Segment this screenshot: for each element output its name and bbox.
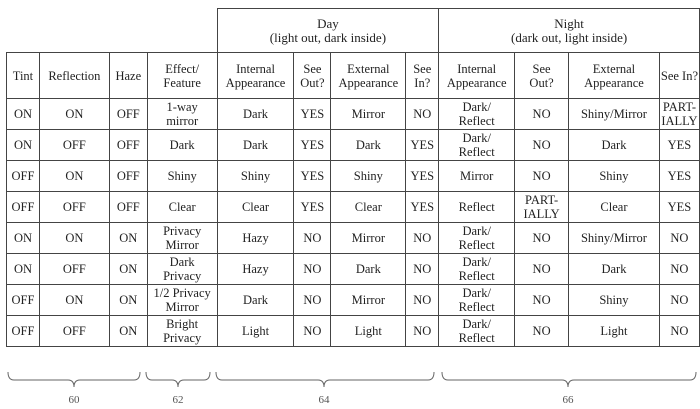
header-line: See [303,61,322,76]
cell-day-internal-appearance [217,99,294,130]
cell-text: NO [532,324,551,338]
header-line: See In? [660,68,699,83]
cell-text: YES [300,200,325,214]
cell-text: Clear [600,200,628,214]
cell-text: Clear [241,200,270,214]
cell-text: ON [65,169,84,183]
brace-62 [146,372,210,387]
cell-night-see-out [515,99,569,130]
cell-day-see-out [294,99,331,130]
header-line: Out? [300,75,325,90]
header-haze [109,53,147,99]
cell-text: NO [303,324,322,338]
cell-day-see-in [406,285,439,316]
cell-day-internal-appearance [217,130,294,161]
cell-text: ON [119,262,138,276]
cell-night-external-appearance [569,99,660,130]
cell-reflection [39,285,109,316]
night-group-header [439,9,700,53]
header-line: In? [414,75,431,90]
header-line: See [413,61,432,76]
cell-night-see-out [515,285,569,316]
cell-haze [109,223,147,254]
cell-text: Mirror [460,169,494,183]
cell-night-see-in [659,285,699,316]
cell-haze [109,192,147,223]
cell-day-external-appearance [331,285,406,316]
header-line: Internal [457,61,497,76]
cell-text: Dark [601,262,627,276]
cell-text: NO [532,293,551,307]
cell-day-see-in [406,192,439,223]
cell-tint [7,161,40,192]
cell-text: Reflect [458,114,495,128]
cell-text: Dark [601,138,627,152]
cell-day-see-in [406,254,439,285]
brace-64 [216,372,434,387]
cell-text: ON [119,231,138,245]
cell-text: NO [532,138,551,152]
header-day-see-in [406,53,439,99]
cell-effect-feature [147,254,217,285]
cell-night-external-appearance [569,161,660,192]
cell-text: Reflect [458,200,495,214]
cell-text: OFF [11,293,35,307]
cell-reflection [39,192,109,223]
cell-tint [7,99,40,130]
cell-text: Shiny [240,169,271,183]
cell-text: Dark/ [462,224,491,238]
cell-text: OFF [116,169,140,183]
cell-tint [7,223,40,254]
cell-reflection [39,161,109,192]
cell-effect-feature [147,161,217,192]
cell-text: Dark/ [462,317,491,331]
cell-day-internal-appearance [217,316,294,347]
cell-text: Dark [243,138,269,152]
cell-text: OFF [62,262,86,276]
cell-text: mirror [166,114,199,128]
cell-day-internal-appearance [217,192,294,223]
cell-night-see-in [659,161,699,192]
cell-text: Bright [166,317,199,331]
cell-text: Hazy [242,231,269,245]
cell-text: ON [13,262,32,276]
cell-text: Dark [355,262,381,276]
cell-text: NO [303,262,322,276]
cell-text: ON [119,293,138,307]
cell-text: Reflect [458,331,495,345]
cell-day-internal-appearance [217,223,294,254]
cell-text: Shiny [599,293,629,307]
cell-night-see-in [659,192,699,223]
cell-text: NO [413,262,432,276]
header-night-internal-appearance [439,53,515,99]
cell-text: Dark/ [462,100,491,114]
header-line: Feature [163,75,201,90]
cell-text: YES [667,138,692,152]
cell-text: NO [413,324,432,338]
table-body [7,99,700,347]
header-day-internal-appearance [217,53,294,99]
cell-text: Mirror [165,238,199,252]
cell-reflection [39,223,109,254]
cell-text: Light [354,324,382,338]
cell-night-internal-appearance [439,192,515,223]
cell-haze [109,316,147,347]
braces [0,370,700,396]
cell-night-see-out [515,130,569,161]
cell-text: OFF [116,138,140,152]
cell-tint [7,316,40,347]
cell-text: Dark/ [462,131,491,145]
cell-night-see-in [659,254,699,285]
day-subtitle: (light out, dark inside) [269,29,387,45]
cell-haze [109,130,147,161]
cell-text: ON [13,231,32,245]
cell-day-see-in [406,130,439,161]
cell-text: NO [532,231,551,245]
cell-haze [109,254,147,285]
header-line: Appearance [584,75,644,90]
cell-text: Light [600,324,628,338]
cell-reflection [39,254,109,285]
table-row [7,285,700,316]
cell-night-see-in [659,99,699,130]
header-line: Effect/ [165,61,200,76]
cell-text: Mirror [351,231,385,245]
cell-night-internal-appearance [439,99,515,130]
cell-text: OFF [11,200,35,214]
cell-text: NO [670,293,689,307]
cell-day-internal-appearance [217,285,294,316]
cell-text: PART- [525,193,559,207]
cell-reflection [39,99,109,130]
cell-text: NO [532,107,551,121]
cell-haze [109,99,147,130]
table-row [7,161,700,192]
cell-night-see-out [515,223,569,254]
cell-text: Mirror [165,300,199,314]
cell-night-see-out [515,316,569,347]
cell-day-external-appearance [331,223,406,254]
cell-night-internal-appearance [439,254,515,285]
cell-text: NO [670,324,689,338]
header-night-see-in [659,53,699,99]
cell-text: ON [65,107,84,121]
feature-table [6,8,700,347]
cell-effect-feature [147,99,217,130]
cell-night-see-in [659,130,699,161]
header-line: Tint [12,68,34,83]
cell-night-see-out [515,192,569,223]
cell-haze [109,161,147,192]
cell-text: OFF [62,138,86,152]
cell-text: Mirror [351,293,385,307]
header-line: Reflection [48,68,101,83]
header-day-external-appearance [331,53,406,99]
cell-tint [7,254,40,285]
cell-text: Hazy [242,262,269,276]
table-row [7,130,700,161]
cell-night-internal-appearance [439,130,515,161]
cell-day-see-out [294,285,331,316]
cell-text: Dark/ [462,286,491,300]
table-row [7,99,700,130]
cell-text: Privacy [163,331,202,345]
cell-text: IALLY [523,207,560,221]
header-night-external-appearance [569,53,660,99]
cell-text: NO [413,107,432,121]
day-title: Day [317,15,339,31]
cell-text: PART- [662,100,696,114]
cell-day-external-appearance [331,316,406,347]
cell-text: Privacy [163,269,202,283]
cell-text: NO [670,262,689,276]
cell-text: YES [300,107,325,121]
header-line: External [592,61,636,76]
header-line: Appearance [338,75,399,90]
cell-night-external-appearance [569,223,660,254]
cell-day-internal-appearance [217,161,294,192]
header-day-see-out [294,53,331,99]
cell-night-see-out [515,254,569,285]
cell-day-see-out [294,223,331,254]
cell-text: Reflect [458,269,495,283]
cell-haze [109,285,147,316]
cell-day-external-appearance [331,99,406,130]
cell-day-external-appearance [331,130,406,161]
cell-day-see-in [406,161,439,192]
cell-day-see-out [294,192,331,223]
header-night-see-out [515,53,569,99]
brace-66 [442,372,696,387]
cell-day-see-out [294,254,331,285]
cell-text: ON [65,231,84,245]
cell-night-external-appearance [569,316,660,347]
cell-text: ON [65,293,84,307]
cell-night-internal-appearance [439,161,515,192]
cell-tint [7,130,40,161]
brace-label-62: 62 [172,394,184,406]
cell-day-external-appearance [331,254,406,285]
cell-reflection [39,316,109,347]
cell-day-external-appearance [331,161,406,192]
cell-night-external-appearance [569,285,660,316]
cell-text: IALLY [661,114,698,128]
cell-text: Dark [355,138,381,152]
cell-text: NO [303,231,322,245]
cell-text: Reflect [458,238,495,252]
cell-text: Mirror [351,107,385,121]
header-line: Out? [529,75,554,90]
cell-text: OFF [62,200,86,214]
cell-text: Shiny [599,169,629,183]
cell-text: Dark [169,255,195,269]
cell-reflection [39,130,109,161]
cell-text: Clear [354,200,382,214]
cell-night-external-appearance [569,192,660,223]
cell-night-external-appearance [569,254,660,285]
night-title: Night [554,15,584,31]
cell-text: ON [119,324,138,338]
night-subtitle: (dark out, light inside) [510,29,628,45]
header-line: See [532,61,551,76]
cell-effect-feature [147,285,217,316]
table-row [7,192,700,223]
cell-text: YES [410,169,435,183]
cell-text: Reflect [458,300,495,314]
cell-text: OFF [11,324,35,338]
cell-text: OFF [11,169,35,183]
cell-text: Shiny [353,169,383,183]
cell-text: NO [413,231,432,245]
cell-effect-feature [147,130,217,161]
brace-label-60: 60 [68,394,80,406]
cell-text: Clear [168,200,196,214]
cell-tint [7,192,40,223]
cell-night-internal-appearance [439,285,515,316]
cell-text: Shiny/Mirror [580,231,647,245]
cell-night-internal-appearance [439,316,515,347]
cell-day-see-in [406,316,439,347]
cell-text: OFF [116,200,140,214]
cell-effect-feature [147,223,217,254]
header-line: Internal [236,61,275,76]
cell-text: Dark [243,293,269,307]
cell-tint [7,285,40,316]
cell-text: Shiny/Mirror [580,107,647,121]
cell-text: ON [13,107,32,121]
cell-text: Shiny [167,169,197,183]
cell-text: YES [300,138,325,152]
cell-text: Privacy [163,224,202,238]
header-line: Haze [115,68,142,83]
brace-label-66: 66 [562,394,574,406]
cell-day-see-out [294,316,331,347]
cell-text: YES [667,169,692,183]
cell-text: Dark [169,138,195,152]
cell-text: OFF [62,324,86,338]
cell-text: 1/2 Privacy [153,286,211,300]
cell-effect-feature [147,192,217,223]
cell-text: NO [532,262,551,276]
header-tint [7,53,40,99]
cell-text: ON [13,138,32,152]
cell-text: Reflect [458,145,495,159]
brace-60 [8,372,140,387]
table-row [7,223,700,254]
header-effect-feature [147,53,217,99]
cell-day-external-appearance [331,192,406,223]
cell-day-see-in [406,223,439,254]
column-header-row [7,53,700,99]
cell-text: 1-way [166,100,198,114]
brace-label-64: 64 [318,394,330,406]
header-reflection [39,53,109,99]
table-row [7,316,700,347]
header-line: Appearance [225,75,286,90]
cell-text: YES [410,200,435,214]
cell-text: OFF [116,107,140,121]
cell-night-see-out [515,161,569,192]
cell-text: NO [413,293,432,307]
cell-night-see-in [659,316,699,347]
header-line: Appearance [446,75,507,90]
cell-text: Dark [243,107,269,121]
cell-day-see-in [406,99,439,130]
cell-day-see-out [294,161,331,192]
cell-night-external-appearance [569,130,660,161]
cell-text: NO [532,169,551,183]
cell-text: YES [667,200,692,214]
table-row [7,254,700,285]
cell-effect-feature [147,316,217,347]
cell-text: Light [241,324,270,338]
header-line: External [347,61,390,76]
day-group-header [217,9,439,53]
cell-day-internal-appearance [217,254,294,285]
cell-text: Dark/ [462,255,491,269]
cell-night-internal-appearance [439,223,515,254]
cell-day-see-out [294,130,331,161]
cell-text: YES [300,169,325,183]
cell-text: YES [410,138,435,152]
cell-text: NO [303,293,322,307]
cell-text: NO [670,231,689,245]
blank-corner [7,9,218,53]
cell-night-see-in [659,223,699,254]
